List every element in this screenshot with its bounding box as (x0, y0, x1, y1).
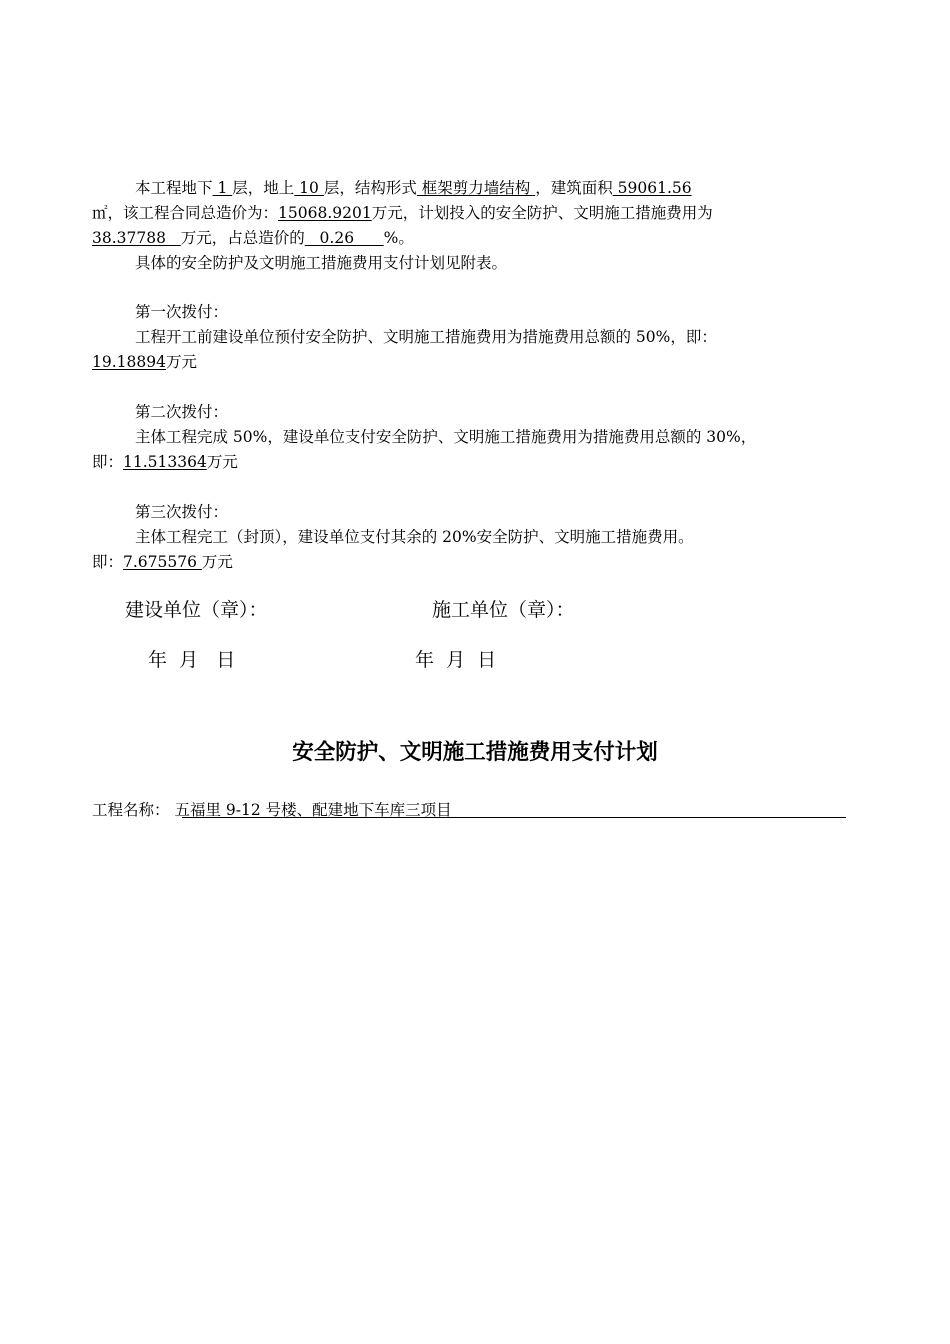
payment2-heading: 第二次拨付： (135, 403, 229, 421)
unit: 万元 (206, 453, 238, 471)
text: ，建筑面积 (535, 179, 613, 197)
intro-line-2 (92, 203, 713, 223)
structure-value: 框架剪力墙结构 (416, 179, 536, 197)
project-name: 五福里 9-12 号楼、配建地下车库三项目 (169, 801, 452, 819)
contract-total-value: 15068.9201 (278, 204, 372, 222)
contractor-date: 年 月 日 (415, 649, 497, 671)
contractor-seal-label: 施工单位（章）： (432, 599, 575, 621)
area-value: 59061.56 (612, 179, 692, 197)
text: 万元，占总造价的 (180, 229, 305, 247)
unit: 万元 (165, 353, 197, 371)
text: 本工程地下 (135, 179, 213, 197)
payment1-heading: 第一次拨付： (135, 303, 229, 321)
payment3-amount-line (92, 552, 233, 572)
floors-below-value: 1 (212, 179, 233, 197)
text: 层，地上 (232, 179, 295, 197)
text: %。 (383, 229, 414, 247)
owner-seal-label: 建设单位（章）： (125, 599, 268, 621)
measure-total-value: 38.37788 (92, 229, 181, 247)
floors-above-value: 10 (294, 179, 324, 197)
payment2-amount: 11.513364 (123, 453, 207, 471)
intro-line-1 (135, 178, 692, 198)
owner-date: 年 月 日 (148, 649, 236, 671)
text: ㎡，该工程合同总造价为： (92, 204, 279, 222)
payment3-amount: 7.675576 (123, 553, 202, 571)
project-name-underline (182, 817, 846, 818)
payment1-text: 工程开工前建设单位预付安全防护、文明施工措施费用为措施费用总额的 50%，即： (135, 328, 717, 346)
unit: 万元 (201, 553, 233, 571)
payment1-amount-line (92, 352, 197, 372)
text: 层，结构形式 (323, 179, 417, 197)
percent-value: 0.26 (304, 229, 384, 247)
payment2-amount-line (92, 452, 238, 472)
payment1-amount: 19.18894 (92, 353, 166, 371)
payment3-text: 主体工程完工（封顶），建设单位支付其余的 20%安全防护、文明施工措施费用。 (135, 528, 694, 546)
intro-line-4: 具体的安全防护及文明施工措施费用支付计划见附表。 (135, 254, 508, 272)
project-label: 工程名称： (92, 801, 170, 819)
intro-line-3 (92, 228, 414, 248)
text: 万元，计划投入的安全防护、文明施工措施费用为 (371, 204, 713, 222)
plan-title: 安全防护、文明施工措施费用支付计划 (292, 740, 658, 765)
prefix: 即： (92, 553, 124, 571)
prefix: 即： (92, 453, 124, 471)
payment2-text: 主体工程完成 50%，建设单位支付安全防护、文明施工措施费用为措施费用总额的 30%， (135, 428, 757, 446)
payment3-heading: 第三次拨付： (135, 503, 229, 521)
